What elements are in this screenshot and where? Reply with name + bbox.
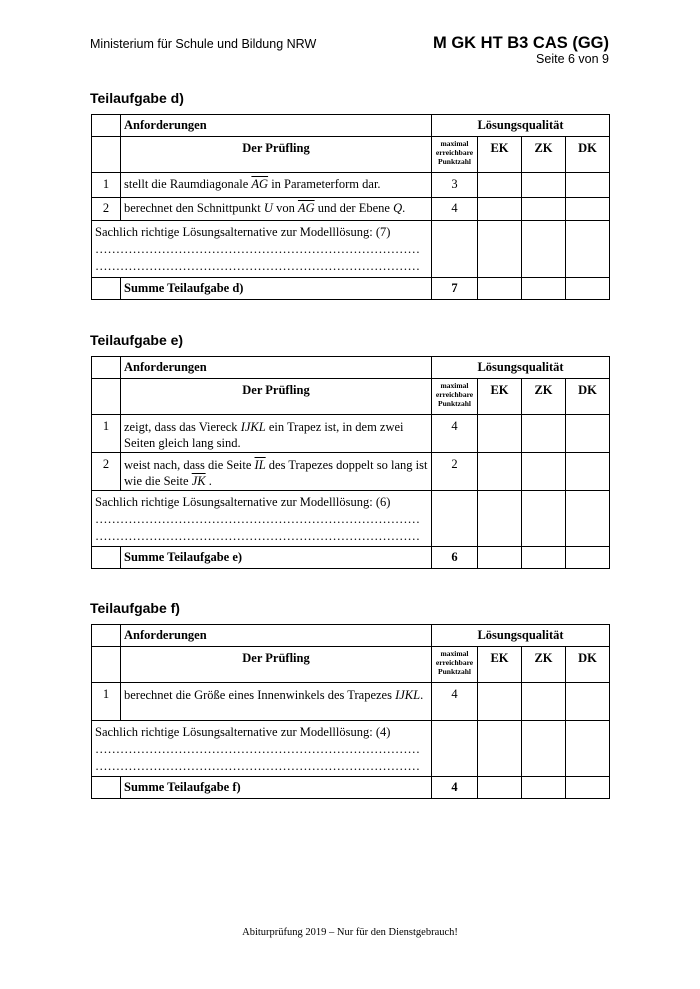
ek-cell — [478, 278, 522, 300]
solution-quality-header: Lösungsqualität — [432, 625, 610, 647]
zk-header: ZK — [522, 647, 566, 683]
row-number: 2 — [92, 198, 121, 221]
requirement-text: zeigt, dass das Viereck IJKL ein Trapez ist, in dem zwei Seiten gleich lang sind. — [121, 415, 432, 453]
candidate-header: Der Prüfling — [121, 379, 432, 415]
max-points-header: maximal erreichbare Punktzahl — [432, 137, 478, 173]
exam-code: M GK HT B3 CAS (GG) — [433, 34, 609, 52]
sum-row — [92, 777, 610, 799]
dk-cell — [566, 221, 610, 278]
row-number: 1 — [92, 173, 121, 198]
zk-cell — [522, 278, 566, 300]
dk-cell — [566, 547, 610, 569]
zk-cell — [522, 721, 566, 777]
dk-header: DK — [566, 379, 610, 415]
rating-table-e — [91, 356, 610, 569]
dk-cell — [566, 415, 610, 453]
requirement-text: weist nach, dass die Seite $\overline{IL}$ des Trapezes doppelt so lang ist wie die Seite $\overline{JK}$ . — [121, 453, 432, 491]
table-row — [92, 198, 610, 221]
alternative-solution: Sachlich richtige Lösungsalternative zur Modelllösung: (6) …………………………………………………………………… …………………………………………………………………… — [92, 491, 432, 547]
zk-cell — [522, 777, 566, 799]
zk-header: ZK — [522, 379, 566, 415]
alternative-solution: Sachlich richtige Lösungsalternative zur Modelllösung: (7) …………………………………………………………………… …………………………………………………………………… — [92, 221, 432, 278]
row-number: 1 — [92, 683, 121, 721]
header-blank-cell — [92, 647, 121, 683]
section-title-d: Teilaufgabe d) — [90, 90, 184, 106]
alternative-row — [92, 221, 610, 278]
requirement-text: stellt die Raumdiagonale $\overline{AG}$ in Parameterform dar. — [121, 173, 432, 198]
table-row — [92, 683, 610, 721]
ek-cell — [478, 453, 522, 491]
sum-label: Summe Teilaufgabe f) — [121, 777, 432, 799]
row-number: 1 — [92, 415, 121, 453]
dk-cell — [566, 453, 610, 491]
header-blank-cell — [92, 379, 121, 415]
document-header — [433, 34, 609, 66]
requirements-header: Anforderungen — [121, 357, 432, 379]
max-points — [432, 721, 478, 777]
header-blank-cell — [92, 357, 121, 379]
dk-cell — [566, 198, 610, 221]
dk-cell — [566, 278, 610, 300]
max-points — [432, 221, 478, 278]
zk-header: ZK — [522, 137, 566, 173]
sum-label: Summe Teilaufgabe d) — [121, 278, 432, 300]
zk-cell — [522, 173, 566, 198]
max-points: 4 — [432, 415, 478, 453]
zk-cell — [522, 221, 566, 278]
sum-points: 7 — [432, 278, 478, 300]
ek-cell — [478, 547, 522, 569]
zk-cell — [522, 453, 566, 491]
ek-cell — [478, 777, 522, 799]
solution-quality-header: Lösungsqualität — [432, 115, 610, 137]
ek-cell — [478, 173, 522, 198]
page-footer: Abiturprüfung 2019 – Nur für den Dienstgebrauch! — [242, 927, 458, 938]
header-blank-cell — [92, 115, 121, 137]
max-points: 2 — [432, 453, 478, 491]
dk-header: DK — [566, 137, 610, 173]
requirement-text: berechnet die Größe eines Innenwinkels des Trapezes IJKL. — [121, 683, 432, 721]
sum-points: 4 — [432, 777, 478, 799]
candidate-header: Der Prüfling — [121, 647, 432, 683]
table-row — [92, 415, 610, 453]
max-points: 4 — [432, 198, 478, 221]
zk-cell — [522, 683, 566, 721]
sum-row — [92, 547, 610, 569]
section-title-f: Teilaufgabe f) — [90, 600, 180, 616]
rating-table-f — [91, 624, 610, 799]
zk-cell — [522, 491, 566, 547]
sum-points: 6 — [432, 547, 478, 569]
requirements-header: Anforderungen — [121, 625, 432, 647]
ek-cell — [478, 721, 522, 777]
ek-header: EK — [478, 647, 522, 683]
sum-blank-cell — [92, 278, 121, 300]
table-row — [92, 453, 610, 491]
zk-cell — [522, 415, 566, 453]
header-blank-cell — [92, 625, 121, 647]
dk-header: DK — [566, 647, 610, 683]
ek-header: EK — [478, 137, 522, 173]
ek-cell — [478, 683, 522, 721]
row-number: 2 — [92, 453, 121, 491]
alternative-row — [92, 721, 610, 777]
dk-cell — [566, 491, 610, 547]
dk-cell — [566, 683, 610, 721]
dk-cell — [566, 173, 610, 198]
rating-table-d — [91, 114, 610, 300]
header-blank-cell — [92, 137, 121, 173]
zk-cell — [522, 547, 566, 569]
ministry-name: Ministerium für Schule und Bildung NRW — [90, 37, 317, 51]
ek-cell — [478, 198, 522, 221]
max-points-header: maximal erreichbare Punktzahl — [432, 647, 478, 683]
max-points-header: maximal erreichbare Punktzahl — [432, 379, 478, 415]
sum-blank-cell — [92, 777, 121, 799]
max-points: 3 — [432, 173, 478, 198]
max-points: 4 — [432, 683, 478, 721]
requirements-header: Anforderungen — [121, 115, 432, 137]
sum-label: Summe Teilaufgabe e) — [121, 547, 432, 569]
ek-header: EK — [478, 379, 522, 415]
alternative-solution: Sachlich richtige Lösungsalternative zur Modelllösung: (4) …………………………………………………………………… …………………………………………………………………… — [92, 721, 432, 777]
page-number: Seite 6 von 9 — [536, 52, 609, 66]
sum-blank-cell — [92, 547, 121, 569]
solution-quality-header: Lösungsqualität — [432, 357, 610, 379]
requirement-text: berechnet den Schnittpunkt U von $\overline{AG}$ und der Ebene Q. — [121, 198, 432, 221]
ek-cell — [478, 415, 522, 453]
sum-row — [92, 278, 610, 300]
max-points — [432, 491, 478, 547]
section-title-e: Teilaufgabe e) — [90, 332, 184, 348]
candidate-header: Der Prüfling — [121, 137, 432, 173]
dk-cell — [566, 777, 610, 799]
ek-cell — [478, 491, 522, 547]
table-row — [92, 173, 610, 198]
zk-cell — [522, 198, 566, 221]
alternative-row — [92, 491, 610, 547]
dk-cell — [566, 721, 610, 777]
ek-cell — [478, 221, 522, 278]
